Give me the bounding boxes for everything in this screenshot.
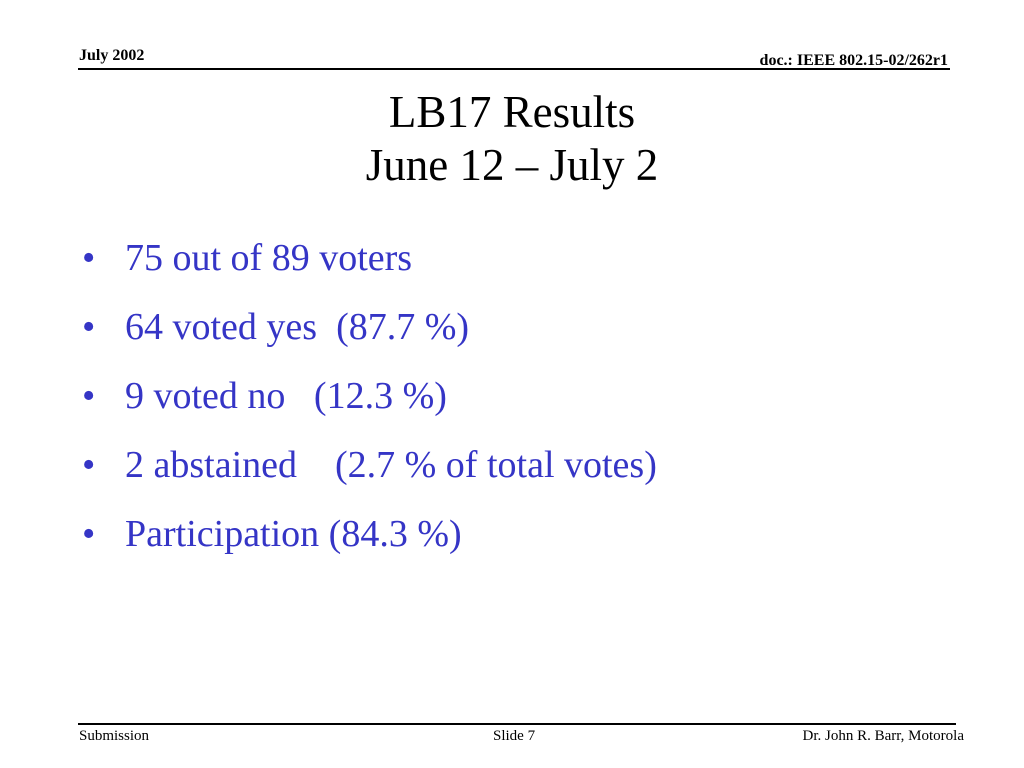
footer-submission: Submission [79, 728, 150, 744]
slide-title-line-2: June 12 – July 2 [365, 140, 659, 190]
bullet-marker: • [82, 306, 96, 348]
slide-title-line-1: LB17 Results [388, 87, 636, 137]
footer-slide-number: Slide 7 [493, 728, 536, 744]
footer-author: Dr. John R. Barr, Motorola [802, 728, 964, 744]
header-divider [78, 68, 950, 70]
bullet-text: 2 abstained (2.7 % of total votes) [125, 444, 657, 486]
bullet-item [82, 234, 413, 303]
bullet-text: 9 voted no (12.3 %) [125, 375, 447, 417]
bullet-text: Participation (84.3 %) [125, 513, 462, 555]
bullet-marker: • [82, 237, 96, 279]
header-date: July 2002 [79, 47, 145, 64]
header-doc-id: doc.: IEEE 802.15-02/262r1 [759, 52, 948, 69]
bullet-marker: • [82, 513, 96, 555]
bullet-marker: • [82, 375, 96, 417]
slide-title [0, 86, 1024, 192]
bullet-item [82, 372, 447, 441]
bullet-list [82, 234, 657, 579]
bullet-text: 75 out of 89 voters [125, 237, 413, 279]
bullet-marker: • [82, 444, 96, 486]
bullet-item [82, 510, 462, 579]
bullet-item [82, 441, 657, 510]
bullet-text: 64 voted yes (87.7 %) [125, 306, 470, 348]
bullet-item [82, 303, 470, 372]
footer-divider [78, 723, 956, 725]
